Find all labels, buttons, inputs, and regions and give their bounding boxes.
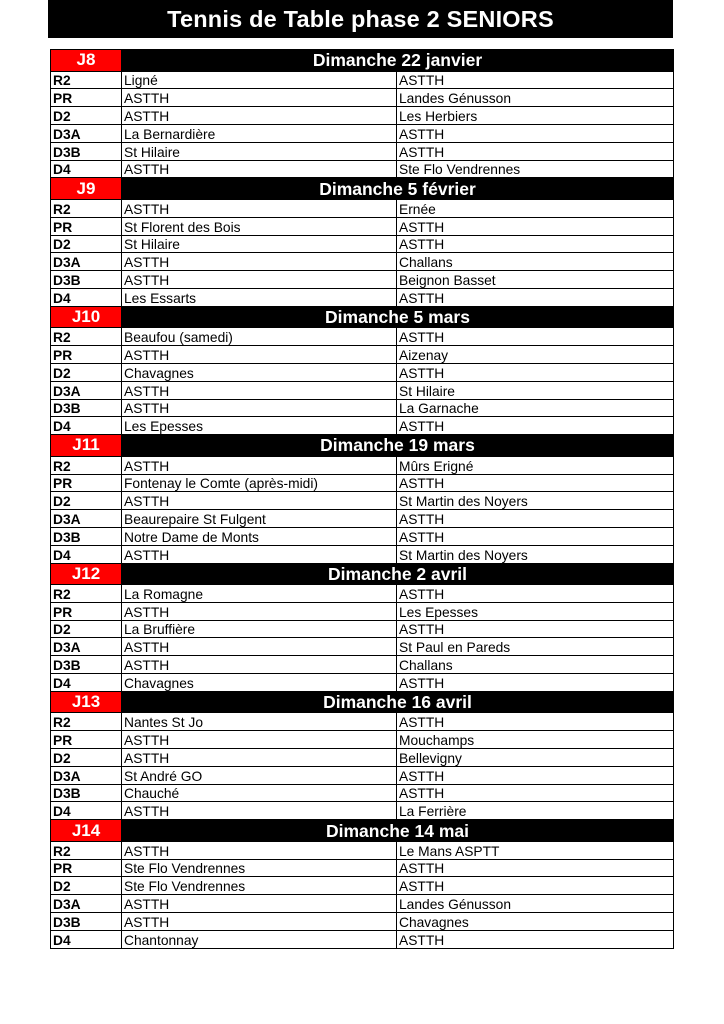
away-team-cell: Mouchamps bbox=[397, 731, 674, 749]
match-row bbox=[51, 766, 674, 784]
match-row bbox=[51, 674, 674, 692]
division-cell: R2 bbox=[51, 456, 122, 474]
home-team-cell: ASTTH bbox=[122, 253, 397, 271]
home-team-cell: ASTTH bbox=[122, 602, 397, 620]
round-date: Dimanche 16 avril bbox=[122, 691, 674, 713]
match-row bbox=[51, 363, 674, 381]
division-cell: PR bbox=[51, 346, 122, 364]
division-cell: D3A bbox=[51, 381, 122, 399]
match-row bbox=[51, 841, 674, 859]
round-header bbox=[51, 691, 674, 713]
round-header bbox=[51, 820, 674, 842]
home-team-cell: ASTTH bbox=[122, 638, 397, 656]
away-team-cell: Landes Génusson bbox=[397, 89, 674, 107]
match-row bbox=[51, 877, 674, 895]
round-label: J12 bbox=[51, 563, 122, 585]
match-row bbox=[51, 859, 674, 877]
home-team-cell: ASTTH bbox=[122, 271, 397, 289]
home-team-cell: La Romagne bbox=[122, 585, 397, 603]
division-cell: D4 bbox=[51, 802, 122, 820]
away-team-cell: Les Herbiers bbox=[397, 107, 674, 125]
match-row bbox=[51, 585, 674, 603]
match-row bbox=[51, 381, 674, 399]
home-team-cell: St Hilaire bbox=[122, 235, 397, 253]
match-row bbox=[51, 895, 674, 913]
away-team-cell: ASTTH bbox=[397, 674, 674, 692]
division-cell: D3A bbox=[51, 766, 122, 784]
division-cell: D3B bbox=[51, 399, 122, 417]
home-team-cell: Les Essarts bbox=[122, 288, 397, 306]
round-date: Dimanche 14 mai bbox=[122, 820, 674, 842]
division-cell: D2 bbox=[51, 363, 122, 381]
division-cell: D3B bbox=[51, 784, 122, 802]
match-row bbox=[51, 545, 674, 563]
home-team-cell: ASTTH bbox=[122, 381, 397, 399]
away-team-cell: ASTTH bbox=[397, 766, 674, 784]
away-team-cell: ASTTH bbox=[397, 784, 674, 802]
round-header bbox=[51, 563, 674, 585]
division-cell: D4 bbox=[51, 545, 122, 563]
away-team-cell: Landes Génusson bbox=[397, 895, 674, 913]
division-cell: D4 bbox=[51, 930, 122, 948]
home-team-cell: ASTTH bbox=[122, 895, 397, 913]
away-team-cell: Challans bbox=[397, 253, 674, 271]
division-cell: D3B bbox=[51, 142, 122, 160]
away-team-cell: ASTTH bbox=[397, 527, 674, 545]
division-cell: R2 bbox=[51, 841, 122, 859]
home-team-cell: Chantonnay bbox=[122, 930, 397, 948]
away-team-cell: Ste Flo Vendrennes bbox=[397, 160, 674, 178]
round-date: Dimanche 5 février bbox=[122, 178, 674, 200]
division-cell: D2 bbox=[51, 107, 122, 125]
away-team-cell: St Paul en Pareds bbox=[397, 638, 674, 656]
home-team-cell: ASTTH bbox=[122, 656, 397, 674]
away-team-cell: Les Epesses bbox=[397, 602, 674, 620]
away-team-cell: Chavagnes bbox=[397, 913, 674, 931]
division-cell: D4 bbox=[51, 288, 122, 306]
match-row bbox=[51, 124, 674, 142]
division-cell: R2 bbox=[51, 328, 122, 346]
match-row bbox=[51, 217, 674, 235]
match-row bbox=[51, 638, 674, 656]
round-header bbox=[51, 50, 674, 72]
away-team-cell: Bellevigny bbox=[397, 749, 674, 767]
away-team-cell: La Ferrière bbox=[397, 802, 674, 820]
round-label: J13 bbox=[51, 691, 122, 713]
away-team-cell: ASTTH bbox=[397, 142, 674, 160]
division-cell: R2 bbox=[51, 585, 122, 603]
match-row bbox=[51, 235, 674, 253]
home-team-cell: ASTTH bbox=[122, 346, 397, 364]
match-row bbox=[51, 492, 674, 510]
match-row bbox=[51, 913, 674, 931]
match-row bbox=[51, 71, 674, 89]
match-row bbox=[51, 749, 674, 767]
away-team-cell: ASTTH bbox=[397, 71, 674, 89]
match-row bbox=[51, 713, 674, 731]
away-team-cell: Ernée bbox=[397, 199, 674, 217]
away-team-cell: ASTTH bbox=[397, 417, 674, 435]
round-label: J14 bbox=[51, 820, 122, 842]
match-row bbox=[51, 620, 674, 638]
away-team-cell: ASTTH bbox=[397, 474, 674, 492]
away-team-cell: ASTTH bbox=[397, 217, 674, 235]
match-row bbox=[51, 328, 674, 346]
home-team-cell: ASTTH bbox=[122, 456, 397, 474]
away-team-cell: La Garnache bbox=[397, 399, 674, 417]
home-team-cell: Notre Dame de Monts bbox=[122, 527, 397, 545]
home-team-cell: ASTTH bbox=[122, 749, 397, 767]
match-row bbox=[51, 399, 674, 417]
home-team-cell: ASTTH bbox=[122, 399, 397, 417]
home-team-cell: Nantes St Jo bbox=[122, 713, 397, 731]
away-team-cell: ASTTH bbox=[397, 713, 674, 731]
away-team-cell: ASTTH bbox=[397, 930, 674, 948]
round-date: Dimanche 19 mars bbox=[122, 435, 674, 457]
home-team-cell: Ste Flo Vendrennes bbox=[122, 859, 397, 877]
division-cell: D4 bbox=[51, 160, 122, 178]
schedule-body bbox=[51, 50, 674, 949]
division-cell: D2 bbox=[51, 877, 122, 895]
round-label: J11 bbox=[51, 435, 122, 457]
home-team-cell: ASTTH bbox=[122, 913, 397, 931]
division-cell: R2 bbox=[51, 713, 122, 731]
away-team-cell: ASTTH bbox=[397, 363, 674, 381]
match-row bbox=[51, 142, 674, 160]
away-team-cell: Beignon Basset bbox=[397, 271, 674, 289]
division-cell: PR bbox=[51, 217, 122, 235]
away-team-cell: ASTTH bbox=[397, 585, 674, 603]
division-cell: PR bbox=[51, 859, 122, 877]
home-team-cell: Chauché bbox=[122, 784, 397, 802]
division-cell: D2 bbox=[51, 620, 122, 638]
match-row bbox=[51, 160, 674, 178]
match-row bbox=[51, 199, 674, 217]
division-cell: D3A bbox=[51, 895, 122, 913]
division-cell: D3A bbox=[51, 124, 122, 142]
home-team-cell: ASTTH bbox=[122, 841, 397, 859]
division-cell: D3A bbox=[51, 510, 122, 528]
match-row bbox=[51, 456, 674, 474]
round-header bbox=[51, 178, 674, 200]
match-row bbox=[51, 253, 674, 271]
away-team-cell: ASTTH bbox=[397, 124, 674, 142]
away-team-cell: St Hilaire bbox=[397, 381, 674, 399]
match-row bbox=[51, 89, 674, 107]
round-header bbox=[51, 435, 674, 457]
division-cell: D3B bbox=[51, 527, 122, 545]
division-cell: D2 bbox=[51, 749, 122, 767]
away-team-cell: ASTTH bbox=[397, 235, 674, 253]
away-team-cell: St Martin des Noyers bbox=[397, 492, 674, 510]
division-cell: R2 bbox=[51, 199, 122, 217]
match-row bbox=[51, 107, 674, 125]
away-team-cell: ASTTH bbox=[397, 328, 674, 346]
away-team-cell: ASTTH bbox=[397, 510, 674, 528]
home-team-cell: Beaurepaire St Fulgent bbox=[122, 510, 397, 528]
match-row bbox=[51, 346, 674, 364]
home-team-cell: La Bruffière bbox=[122, 620, 397, 638]
away-team-cell: ASTTH bbox=[397, 620, 674, 638]
division-cell: PR bbox=[51, 602, 122, 620]
match-row bbox=[51, 288, 674, 306]
home-team-cell: ASTTH bbox=[122, 731, 397, 749]
match-row bbox=[51, 602, 674, 620]
match-row bbox=[51, 802, 674, 820]
division-cell: D4 bbox=[51, 417, 122, 435]
away-team-cell: Le Mans ASPTT bbox=[397, 841, 674, 859]
home-team-cell: St André GO bbox=[122, 766, 397, 784]
division-cell: PR bbox=[51, 731, 122, 749]
home-team-cell: ASTTH bbox=[122, 545, 397, 563]
match-row bbox=[51, 474, 674, 492]
home-team-cell: ASTTH bbox=[122, 802, 397, 820]
division-cell: D3A bbox=[51, 638, 122, 656]
away-team-cell: St Martin des Noyers bbox=[397, 545, 674, 563]
home-team-cell: ASTTH bbox=[122, 492, 397, 510]
division-cell: R2 bbox=[51, 71, 122, 89]
home-team-cell: Chavagnes bbox=[122, 363, 397, 381]
home-team-cell: Ste Flo Vendrennes bbox=[122, 877, 397, 895]
away-team-cell: ASTTH bbox=[397, 877, 674, 895]
division-cell: D3A bbox=[51, 253, 122, 271]
match-row bbox=[51, 731, 674, 749]
division-cell: PR bbox=[51, 89, 122, 107]
home-team-cell: La Bernardière bbox=[122, 124, 397, 142]
home-team-cell: ASTTH bbox=[122, 160, 397, 178]
division-cell: D2 bbox=[51, 235, 122, 253]
round-date: Dimanche 22 janvier bbox=[122, 50, 674, 72]
match-row bbox=[51, 527, 674, 545]
home-team-cell: Beaufou (samedi) bbox=[122, 328, 397, 346]
division-cell: D3B bbox=[51, 656, 122, 674]
home-team-cell: ASTTH bbox=[122, 199, 397, 217]
home-team-cell: St Florent des Bois bbox=[122, 217, 397, 235]
away-team-cell: Aizenay bbox=[397, 346, 674, 364]
home-team-cell: ASTTH bbox=[122, 107, 397, 125]
round-date: Dimanche 2 avril bbox=[122, 563, 674, 585]
round-header bbox=[51, 306, 674, 328]
division-cell: D2 bbox=[51, 492, 122, 510]
match-row bbox=[51, 784, 674, 802]
division-cell: D4 bbox=[51, 674, 122, 692]
home-team-cell: Chavagnes bbox=[122, 674, 397, 692]
round-label: J9 bbox=[51, 178, 122, 200]
match-row bbox=[51, 271, 674, 289]
division-cell: PR bbox=[51, 474, 122, 492]
away-team-cell: Mûrs Erigné bbox=[397, 456, 674, 474]
round-label: J8 bbox=[51, 50, 122, 72]
home-team-cell: Ligné bbox=[122, 71, 397, 89]
away-team-cell: Challans bbox=[397, 656, 674, 674]
round-date: Dimanche 5 mars bbox=[122, 306, 674, 328]
match-row bbox=[51, 656, 674, 674]
home-team-cell: St Hilaire bbox=[122, 142, 397, 160]
away-team-cell: ASTTH bbox=[397, 859, 674, 877]
division-cell: D3B bbox=[51, 271, 122, 289]
home-team-cell: ASTTH bbox=[122, 89, 397, 107]
match-row bbox=[51, 510, 674, 528]
away-team-cell: ASTTH bbox=[397, 288, 674, 306]
round-label: J10 bbox=[51, 306, 122, 328]
match-row bbox=[51, 930, 674, 948]
match-row bbox=[51, 417, 674, 435]
schedule-table bbox=[50, 49, 674, 949]
page-title: Tennis de Table phase 2 SENIORS bbox=[48, 0, 673, 38]
division-cell: D3B bbox=[51, 913, 122, 931]
home-team-cell: Fontenay le Comte (après-midi) bbox=[122, 474, 397, 492]
home-team-cell: Les Epesses bbox=[122, 417, 397, 435]
